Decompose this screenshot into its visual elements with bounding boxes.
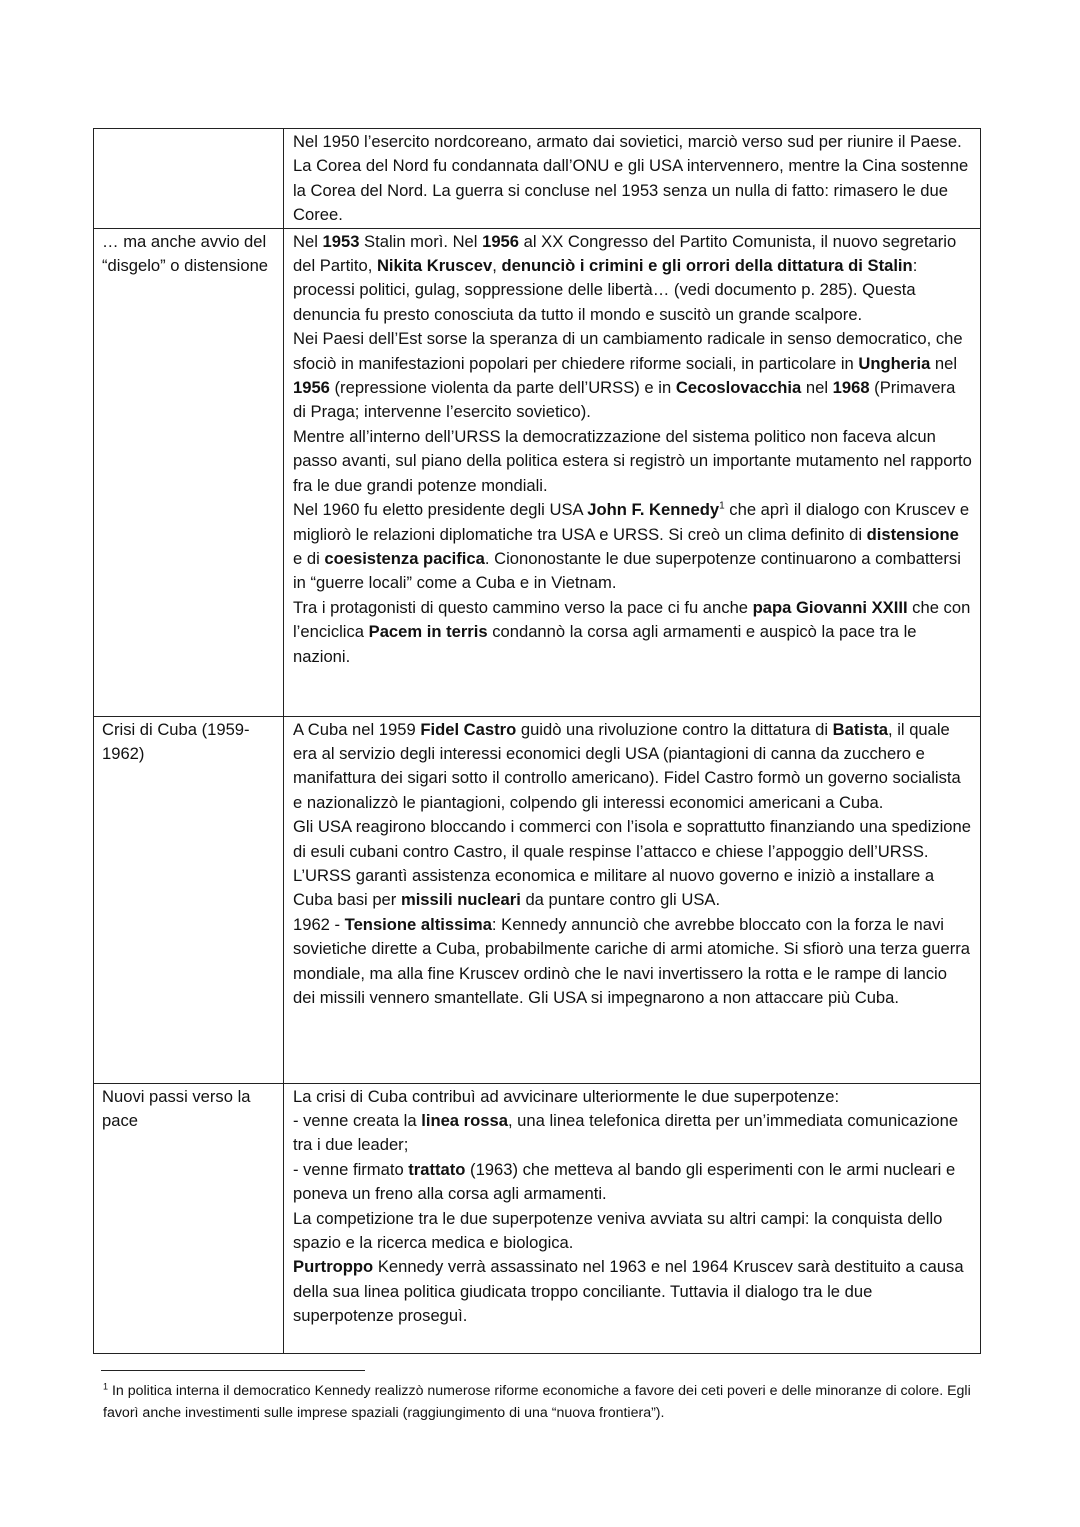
table-row xyxy=(94,129,981,229)
footnote-marker: 1 xyxy=(103,1381,109,1392)
paragraph: Gli USA reagirono bloccando i commerci con l’isola e soprattutto finanziando una spedizione di esuli cubani contro Castro, il quale respinse l’attacco e chiese l’appoggio dell’URSS. xyxy=(293,817,971,861)
paragraph: - venne creata la linea rossa, una linea telefonica diretta per un’immediata comunicazione tra i due leader; xyxy=(293,1111,959,1155)
row-topic-cell: … ma anche avvio del “disgelo” o distensione xyxy=(94,228,284,716)
paragraph: L’URSS garantì assistenza economica e militare al nuovo governo e iniziò a installare a Cuba basi per missili nucleari da puntare contro gli USA. xyxy=(293,866,935,910)
paragraph: La crisi di Cuba contribuì ad avvicinare ulteriormente le due superpotenze: xyxy=(293,1086,840,1106)
paragraph: Nel 1953 Stalin morì. Nel 1956 al XX Congresso del Partito Comunista, il nuovo segretario del Partito, Nikita Kruscev, denunciò i crimini e gli orrori della dittatura di Stalin: processi politici, gulag, soppressione delle libertà… (vedi documento p. 285). Questa denuncia fu presto conosciuta da tutto il mondo e suscitò un grande scalpore. xyxy=(293,231,957,324)
paragraph: Nei Paesi dell’Est sorse la speranza di un cambiamento radicale in senso democratico, che sfociò in manifestazioni popolari per chiedere riforme sociali, in particolare in Ungheria nel 1956 (repressione violenta da parte dell’URSS) e in Cecoslovacchia nel 1968 (Primavera di Praga; intervenne l’esercito sovietico). xyxy=(293,329,963,422)
row-content-cell xyxy=(284,129,981,229)
footnote-text: In politica interna il democratico Kennedy realizzò numerose riforme economiche a favore dei ceti poveri e delle minoranze di colore. Egli favorì anche investimenti sulle imprese spaziali (raggiungimento di una “nuova frontiera”). xyxy=(103,1383,971,1421)
row-topic-cell: Crisi di Cuba (1959-1962) xyxy=(94,716,284,1083)
history-table xyxy=(93,128,981,1354)
row-topic-cell: Nuovi passi verso la pace xyxy=(94,1083,284,1353)
footnote xyxy=(103,1380,973,1424)
paragraph: Nel 1960 fu eletto presidente degli USA John F. Kennedy$^1$ che aprì il dialogo con Kruscev e migliorò le relazioni diplomatiche tra USA e URSS. Si creò un clima definito di distensione e di coesistenza pacifica. Ciononostante le due superpotenze continuarono a combattersi in “guerre locali” come a Cuba e in Vietnam. xyxy=(293,500,970,593)
paragraph: Purtroppo Kennedy verrà assassinato nel 1963 e nel 1964 Kruscev sarà destituito a causa della sua linea politica giudicata troppo conciliante. Tuttavia il dialogo tra le due superpotenze proseguì. xyxy=(293,1257,964,1326)
paragraph: - venne firmato trattato (1963) che metteva al bando gli esperimenti con le armi nucleari e poneva un freno alla corsa agli armamenti. xyxy=(293,1159,956,1204)
paragraph: Mentre all’interno dell’URSS la democratizzazione del sistema politico non faceva alcun passo avanti, sul piano della politica estera si registrò un importante mutamento nel rapporto fra le due grandi potenze mondiali. xyxy=(293,426,972,495)
row-content-cell xyxy=(284,716,981,1083)
paragraph: Nel 1950 l’esercito nordcoreano, armato dai sovietici, marciò verso sud per riunire il Paese. La Corea del Nord fu condannata dall’ONU e gli USA intervennero, mentre la Cina sostenne la Corea del Nord. La guerra si concluse nel 1953 senza un nulla di fatto: rimasero le due Coree. xyxy=(293,132,969,225)
paragraph: La competizione tra le due superpotenze veniva avviata su altri campi: la conquista dello spazio e la ricerca medica e biologica. xyxy=(293,1208,943,1253)
row-content-cell xyxy=(284,228,981,716)
footnote-divider xyxy=(101,1370,365,1371)
paragraph: A Cuba nel 1959 Fidel Castro guidò una rivoluzione contro la dittatura di Batista, il quale era al servizio degli interessi economici degli USA (piantagioni di canna da zucchero e manifattura dei sigari sotto il controllo americano). Fidel Castro formò un governo socialista e nazionalizzò le piantagioni, colpendo gli interessi economici americani a Cuba. xyxy=(293,719,961,812)
row-topic-cell xyxy=(94,129,284,229)
paragraph: Tra i protagonisti di questo cammino verso la pace ci fu anche papa Giovanni XXIII che con l’enciclica Pacem in terris condannò la corsa agli armamenti e auspicò la pace tra le nazioni. xyxy=(293,597,971,666)
paragraph: 1962 - Tensione altissima: Kennedy annunciò che avrebbe bloccato con la forza le navi sovietiche dirette a Cuba, probabilmente cariche di armi atomiche. Si sfiorò una terza guerra mondiale, ma alla fine Kruscev ordinò che le navi invertissero la rotta e le rampe di lancio dei missili vennero smantellate. Gli USA si impegnarono a non attaccare più Cuba. xyxy=(293,914,970,1008)
row-content-cell xyxy=(284,1083,981,1353)
table-row xyxy=(94,716,981,1083)
table-row xyxy=(94,1083,981,1353)
table-row xyxy=(94,228,981,716)
